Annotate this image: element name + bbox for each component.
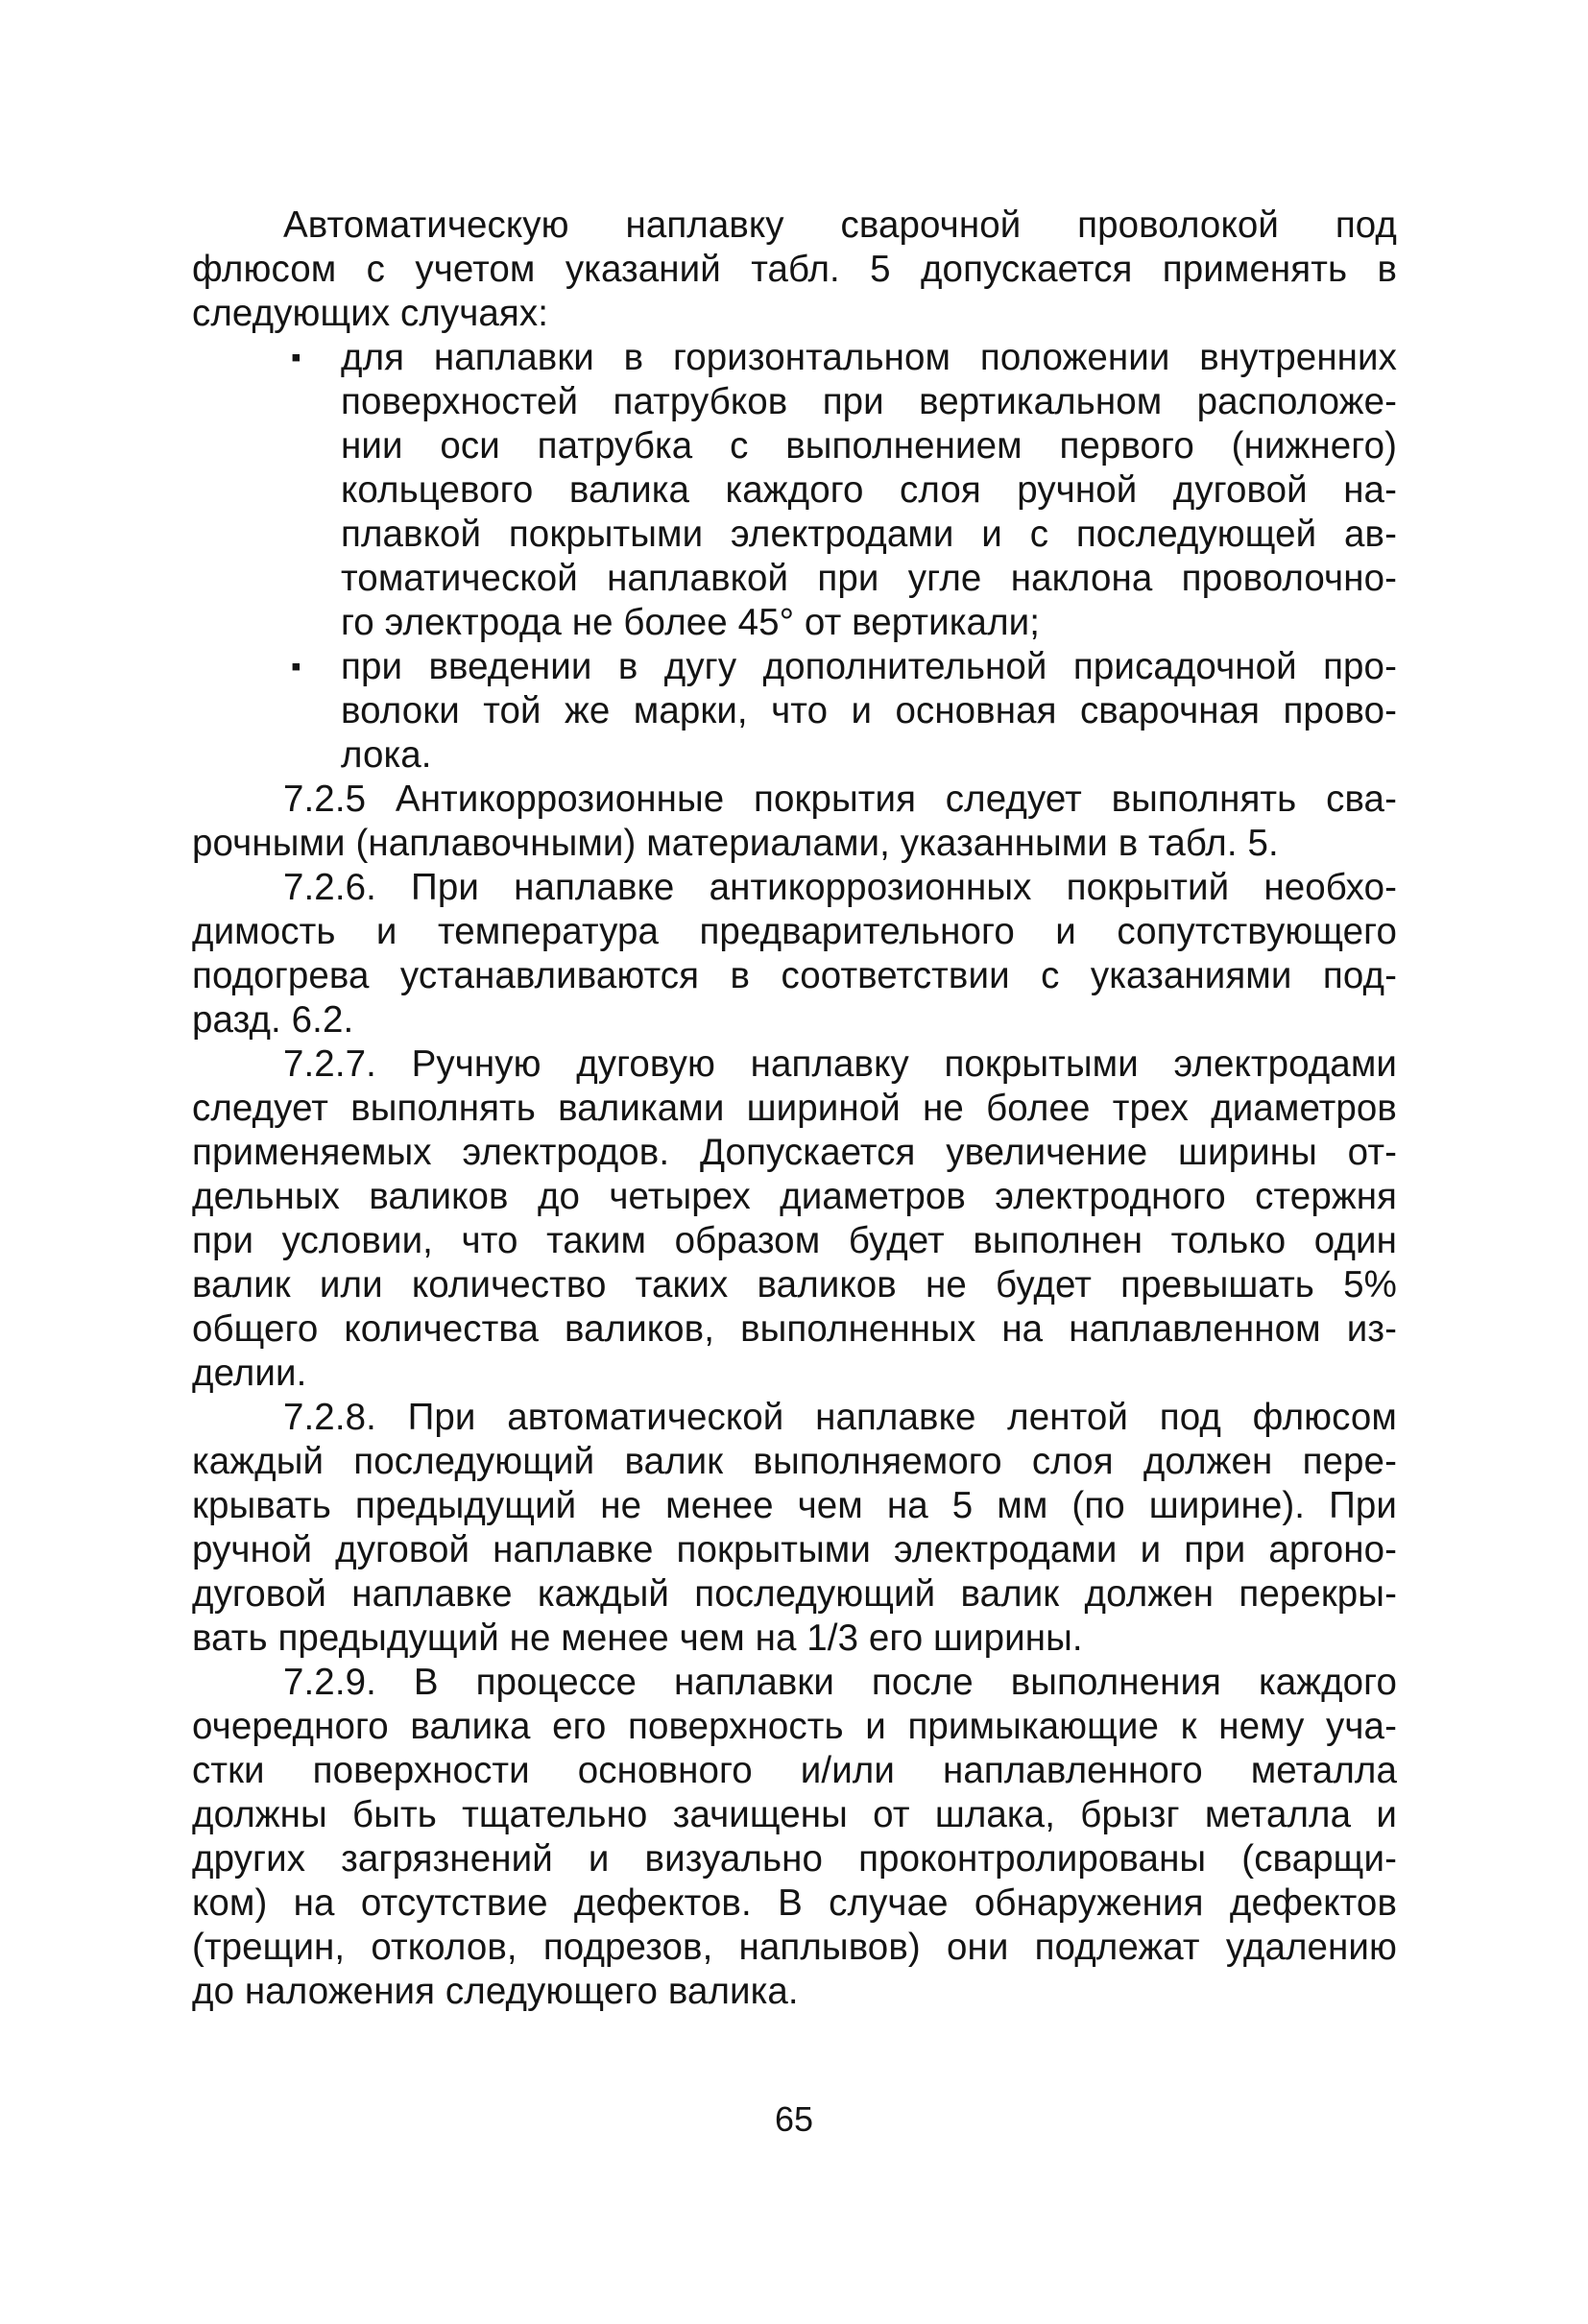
text-line: димость и температура предварительного и сопутствующего <box>192 911 1397 952</box>
bullet-marker: ▪ <box>291 651 301 683</box>
paragraph-7-2-5 <box>192 778 1397 866</box>
paragraph-7-2-7 <box>192 1042 1397 1396</box>
text-line: следующих случаях: <box>192 293 549 334</box>
bullet-item <box>192 336 1397 645</box>
text-line: томатической наплавкой при угле наклона проволочно- <box>341 558 1397 599</box>
text-line: вать предыдущий не менее чем на 1/3 его ширины. <box>192 1617 1083 1659</box>
text-line: ручной дуговой наплавке покрытыми электродами и при аргоно- <box>192 1529 1397 1570</box>
text-line: флюсом с учетом указаний табл. 5 допускается применять в <box>192 249 1397 290</box>
text-line: дельных валиков до четырех диаметров электродного стержня <box>192 1176 1397 1217</box>
bullet-marker: ▪ <box>291 342 301 373</box>
text-line: общего количества валиков, выполненных на наплавленном из- <box>192 1308 1397 1350</box>
text-line: лока. <box>341 734 432 776</box>
text-line: рочными (наплавочными) материалами, указанными в табл. 5. <box>192 823 1279 864</box>
text-line: для наплавки в горизонтальном положении внутренних <box>341 337 1397 378</box>
text-line: 7.2.7. Ручную дуговую наплавку покрытыми электродами <box>283 1043 1397 1085</box>
text-line: 7.2.5 Антикоррозионные покрытия следует выполнять сва- <box>283 779 1397 820</box>
text-line: 7.2.8. При автоматической наплавке лентой под флюсом <box>283 1397 1397 1438</box>
text-line: делии. <box>192 1353 307 1394</box>
text-line: 7.2.9. В процессе наплавки после выполнения каждого <box>283 1662 1397 1703</box>
text-line: го электрода не более 45° от вертикали; <box>341 602 1041 643</box>
text-line: дуговой наплавке каждый последующий валик должен перекры- <box>192 1573 1397 1615</box>
text-line: применяемых электродов. Допускается увеличение ширины от- <box>192 1132 1397 1173</box>
text-line: нии оси патрубка с выполнением первого (нижнего) <box>341 425 1397 467</box>
text-line: кольцевого валика каждого слоя ручной дуговой на- <box>341 469 1397 511</box>
paragraph-7-2-9 <box>192 1661 1397 2014</box>
bullet-item <box>192 645 1397 778</box>
text-line: других загрязнений и визуально проконтролированы (сварщи- <box>192 1838 1397 1880</box>
text-line: при введении в дугу дополнительной присадочной про- <box>341 646 1397 687</box>
text-line: при условии, что таким образом будет выполнен только один <box>192 1220 1397 1261</box>
text-line: до наложения следующего валика. <box>192 1971 799 2012</box>
text-line: ком) на отсутствие дефектов. В случае обнаружения дефектов <box>192 1882 1397 1924</box>
text-line: Автоматическую наплавку сварочной проволокой под <box>283 204 1397 246</box>
text-line: плавкой покрытыми электродами и с последующей ав- <box>341 514 1397 555</box>
text-line: (трещин, отколов, подрезов, наплывов) они подлежат удалению <box>192 1927 1397 1968</box>
text-line: следует выполнять валиками шириной не более трех диаметров <box>192 1088 1397 1129</box>
text-line: должны быть тщательно зачищены от шлака, брызг металла и <box>192 1794 1397 1835</box>
text-line: крывать предыдущий не менее чем на 5 мм (по ширине). При <box>192 1485 1397 1526</box>
text-line: волоки той же марки, что и основная сварочная прово- <box>341 690 1397 731</box>
body-text <box>192 204 1397 2014</box>
text-line: валик или количество таких валиков не будет превышать 5% <box>192 1264 1397 1306</box>
text-line: стки поверхности основного и/или наплавленного металла <box>192 1750 1397 1791</box>
text-line: поверхностей патрубков при вертикальном расположе- <box>341 381 1397 422</box>
text-line: подогрева устанавливаются в соответствии с указаниями под- <box>192 955 1397 996</box>
paragraph-7-2-8 <box>192 1396 1397 1661</box>
text-line: разд. 6.2. <box>192 999 354 1041</box>
page-number: 65 <box>774 2099 814 2139</box>
text-line: каждый последующий валик выполняемого слоя должен пере- <box>192 1441 1397 1482</box>
text-line: очередного валика его поверхность и примыкающие к нему уча- <box>192 1706 1397 1747</box>
paragraph-7-2-6 <box>192 866 1397 1042</box>
text-line: 7.2.6. При наплавке антикоррозионных покрытий необхо- <box>283 867 1397 908</box>
paragraph-intro <box>192 204 1397 336</box>
